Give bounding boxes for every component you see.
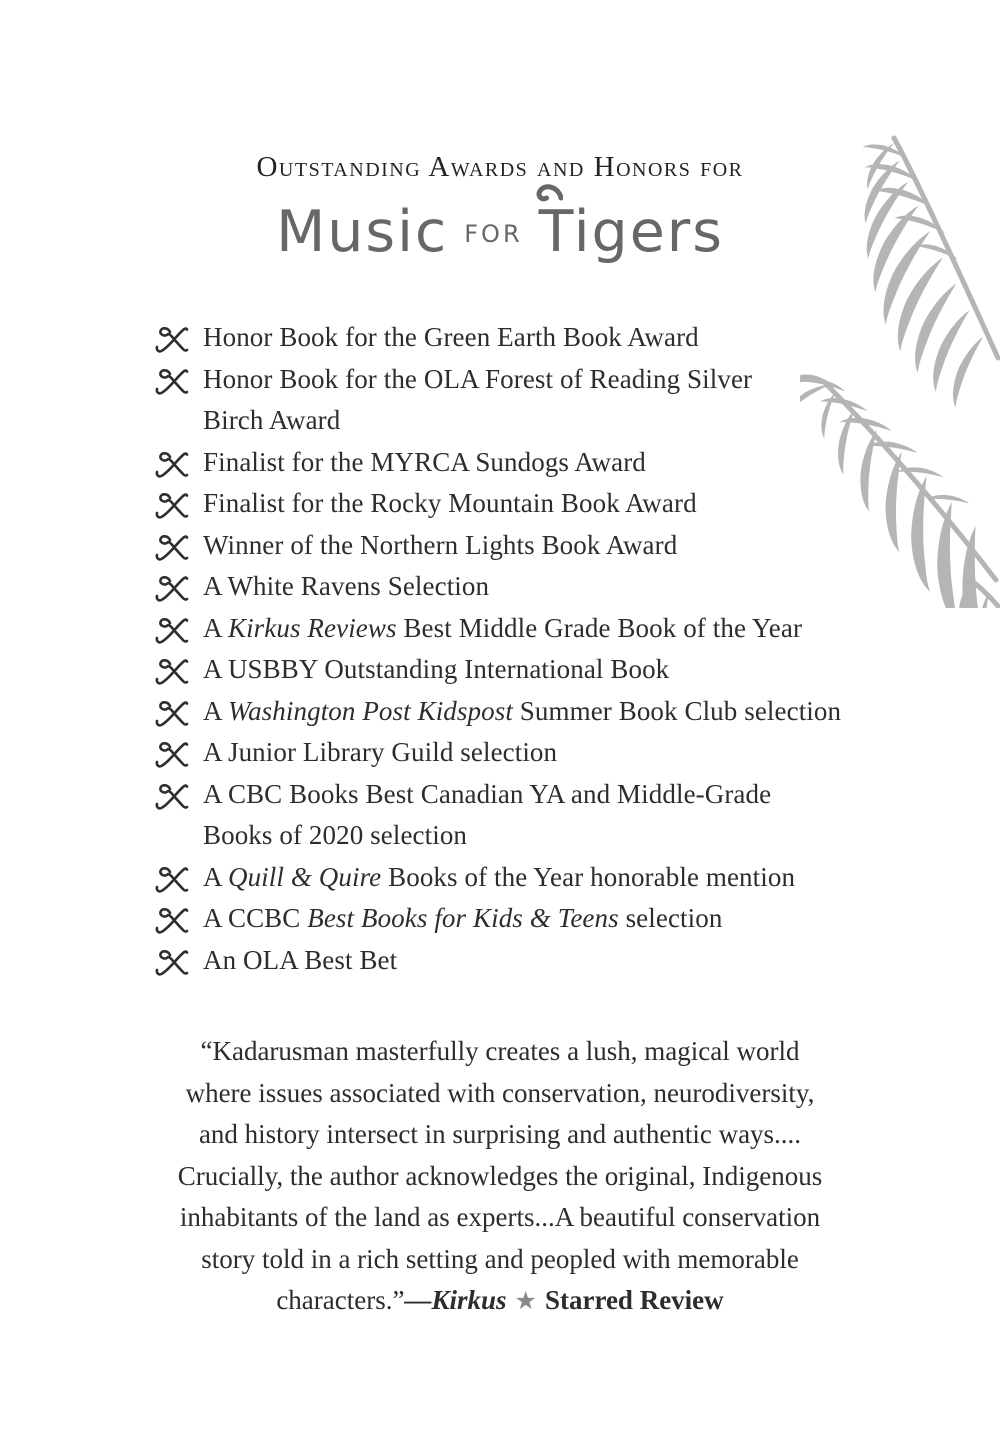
fern-sprig-icon [155,326,189,354]
quote-line: where issues associated with conservation, neurodiversity, [185,1077,815,1108]
starred-review-label: Starred Review [544,1285,724,1315]
award-text: Honor Book for the Green Earth Book Award [203,322,699,352]
awards-heading: Outstanding Awards and Honors for [256,151,744,183]
award-text: Honor Book for the OLA Forest of Reading Silver Birch Award [203,363,753,435]
title-word-for: FOR [464,220,523,248]
award-item [155,940,1000,982]
award-text: Finalist for the Rocky Mountain Book Award [203,488,697,518]
award-text: A Washington Post Kidspost Summer Book Club selection [203,695,842,726]
award-text: Winner of the Northern Lights Book Award [203,529,678,560]
fern-sprig-icon [155,949,189,977]
star-icon: ★ [514,1288,537,1315]
quote-line: inhabitants of the land as experts...A beautiful conservation [179,1202,821,1232]
fern-sprig-icon [155,658,189,686]
award-text: A USBBY Outstanding International Book [203,654,670,684]
fern-sprig-icon [155,492,189,520]
award-item [155,732,1000,774]
kirkus-attribution: —Kirkus [404,1285,507,1315]
award-item [155,898,1000,940]
award-text: A Kirkus Reviews Best Middle Grade Book of the Year [203,612,803,643]
quote-line: “Kadarusman masterfully creates a lush, magical world [200,1036,800,1066]
award-item [155,483,1000,525]
quote-attribution-line: characters.”—Kirkus ★ Starred Review [276,1285,724,1315]
fern-sprig-icon [155,866,189,894]
book-title [0,196,1000,279]
fern-sprig-icon [155,741,189,769]
award-text: A White Ravens Selection [203,571,490,601]
fern-sprig-icon [155,783,189,811]
award-item [155,317,1000,359]
quote-line: story told in a rich setting and peopled with memorable [201,1243,799,1274]
awards-list [155,317,1000,981]
fern-sprig-icon [155,617,189,645]
award-text: A Quill & Quire Books of the Year honorable mention [203,861,796,892]
award-item [155,691,1000,733]
award-item [155,442,1000,484]
award-text: A CBC Books Best Canadian YA and Middle-Grade Books of 2020 selection [203,778,772,850]
fiddlehead-curl-icon [531,183,563,209]
award-item [155,857,1000,899]
award-text: A Junior Library Guild selection [203,737,558,767]
fern-sprig-icon [155,451,189,479]
fern-sprig-icon [155,534,189,562]
fern-sprig-icon [155,907,189,935]
title-word-music: Music [276,199,449,265]
award-item [155,566,1000,608]
fern-sprig-icon [155,700,189,728]
award-item [155,608,1000,650]
fern-sprig-icon [155,368,189,396]
award-item [155,525,1000,567]
award-text: An OLA Best Bet [203,944,398,975]
award-item [155,774,1000,857]
title-word-tigers: Tigers [539,196,724,268]
quote-line: and history intersect in surprising and authentic ways.... [198,1119,802,1149]
award-text: A CCBC Best Books for Kids & Teens selection [203,903,723,933]
review-quote [0,1031,1000,1323]
quote-line: Crucially, the author acknowledges the original, Indigenous [177,1160,823,1191]
award-text: Finalist for the MYRCA Sundogs Award [203,446,646,477]
award-item [155,359,1000,442]
award-item [155,649,1000,691]
fern-sprig-icon [155,575,189,603]
